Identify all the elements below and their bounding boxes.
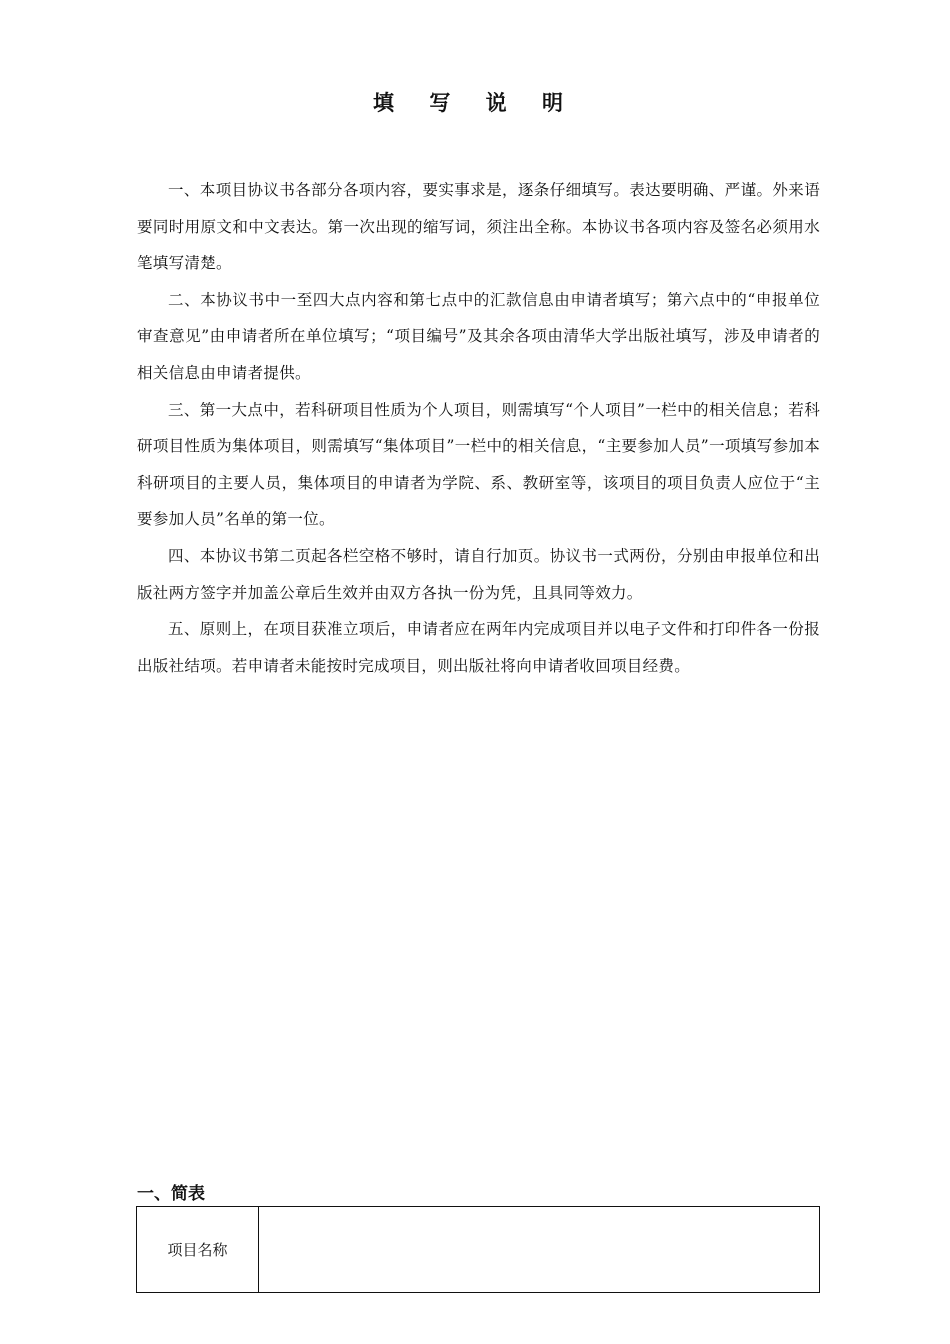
project-name-field[interactable] [259, 1207, 820, 1293]
instruction-paragraph-1: 一、本项目协议书各部分各项内容，要实事求是，逐条仔细填写。表达要明确、严谨。外来语要同时用原文和中文表达。第一次出现的缩写词，须注出全称。本协议书各项内容及签名必须用水笔填写清楚。 [137, 181, 820, 273]
table-row [137, 1207, 820, 1293]
instruction-paragraph-3: 三、第一大点中，若科研项目性质为个人项目，则需填写“个人项目”一栏中的相关信息；若科研项目性质为集体项目，则需填写“集体项目”一栏中的相关信息，“主要参加人员”一项填写参加本科研项目的主要人员，集体项目的申请者为学院、系、教研室等，该项目的项目负责人应位于“主要参加人员”名单的第一位。 [137, 400, 820, 529]
instruction-paragraph-5: 五、原则上，在项目获准立项后，申请者应在两年内完成项目并以电子文件和打印件各一份报出版社结项。若申请者未能按时完成项目，则出版社将向申请者收回项目经费。 [137, 620, 820, 675]
instructions-section [137, 172, 820, 684]
project-name-label: 项目名称 [137, 1207, 259, 1293]
instruction-paragraph-4: 四、本协议书第二页起各栏空格不够时，请自行加页。协议书一式两份，分别由申报单位和出版社两方签字并加盖公章后生效并由双方各执一份为凭，且具同等效力。 [137, 546, 820, 602]
instruction-paragraph-2: 二、本协议书中一至四大点内容和第七点中的汇款信息由申请者填写；第六点中的“申报单位审查意见”由申请者所在单位填写；“项目编号”及其余各项由清华大学出版社填写，涉及申请者的相关信息由申请者提供。 [137, 290, 820, 382]
summary-table [136, 1206, 820, 1293]
document-title: 填 写 说 明 [373, 91, 577, 115]
summary-section-heading: 一、简表 [137, 1184, 205, 1204]
